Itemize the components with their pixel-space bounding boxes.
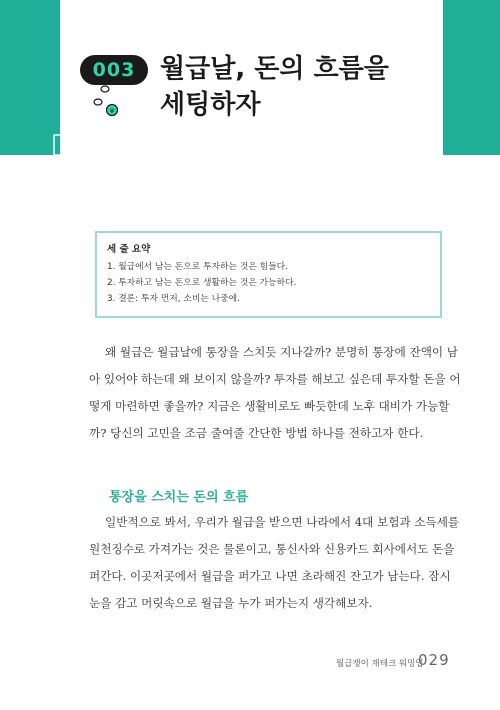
- section-line: 퍼간다. 이곳저곳에서 월급을 퍼가고 나면 초라해진 잔고가 남는다. 잠시: [89, 569, 451, 583]
- intro-line: 까? 당신의 고민을 조금 줄여줄 간단한 방법 하나를 전하고자 한다.: [89, 426, 424, 440]
- chapter-number-badge: 003: [80, 55, 148, 85]
- intro-line: 왜 월급은 월급날에 통장을 스치듯 지나갈까? 분명히 통장에 잔액이 남: [105, 345, 458, 359]
- chapter-title-line: 월급날, 돈의 흐름을: [160, 54, 389, 84]
- coin-icon: [94, 86, 118, 116]
- svg-text:¥: ¥: [109, 107, 115, 115]
- summary-title: 세 줄 요약: [107, 244, 151, 255]
- chapter-title: [160, 51, 430, 123]
- running-footer-title: 월급쟁이 재테크 워밍업: [336, 659, 424, 669]
- summary-box: [95, 231, 442, 318]
- section-heading: 통장을 스치는 돈의 흐름: [109, 490, 249, 505]
- summary-item: 1. 월급에서 남는 돈으로 투자하는 것은 힘들다.: [107, 262, 288, 272]
- building-icon: [54, 110, 86, 155]
- intro-line: 아 있어야 하는데 왜 보이지 않을까? 투자를 해보고 싶은데 투자할 돈을 어: [89, 372, 461, 386]
- intro-line: 떻게 마련하면 좋을까? 지금은 생활비로도 빠듯한데 노후 대비가 가능할: [89, 399, 450, 413]
- building-money-icon: [52, 80, 132, 155]
- summary-item: 2. 투자하고 남는 돈으로 생활하는 것은 가능하다.: [107, 278, 297, 288]
- chapter-title-line: 세팅하자: [160, 90, 261, 120]
- hand-icon: [88, 130, 126, 148]
- summary-item: 3. 결론: 투자 먼저, 소비는 나중에.: [107, 294, 240, 304]
- section-line: 눈을 감고 머릿속으로 월급을 누가 퍼가는지 생각해보자.: [89, 596, 373, 610]
- section-paragraph: [89, 509, 460, 617]
- page-number: 029: [418, 651, 450, 669]
- section-line: 일반적으로 봐서, 우리가 월급을 받으면 나라에서 4대 보험과 소득세를: [105, 515, 460, 529]
- intro-paragraph: [89, 339, 461, 447]
- section-line: 원천징수로 가져가는 것은 물론이고, 통신사와 신용카드 회사에서도 돈을: [89, 542, 455, 556]
